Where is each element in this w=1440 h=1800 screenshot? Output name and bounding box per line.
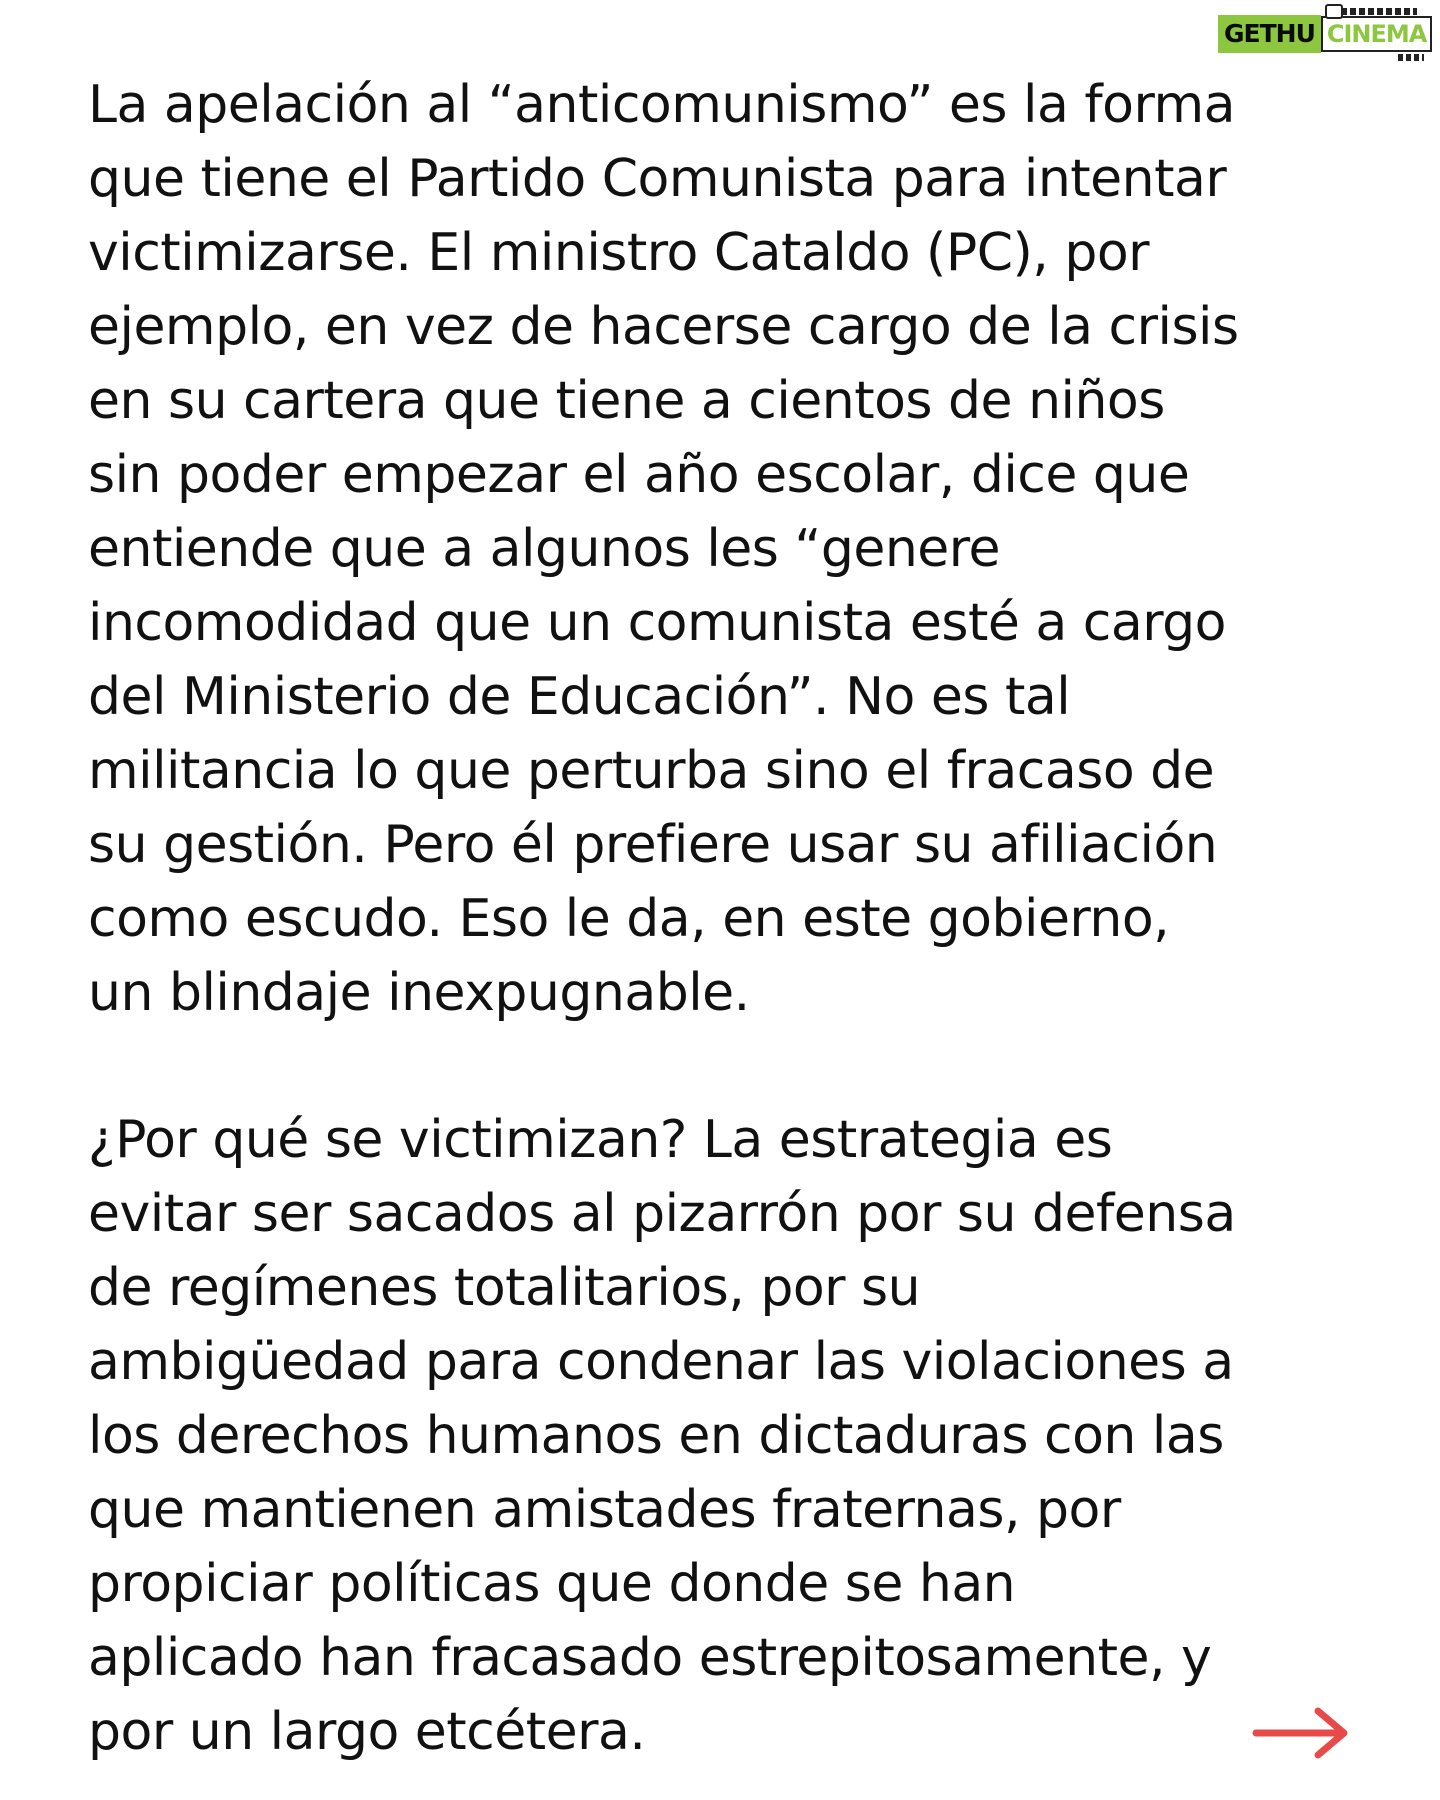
text-line: ¿Por qué se victimizan? La estrategia es bbox=[88, 1110, 1113, 1170]
text-line: La apelación al “anticomunismo” es la forma bbox=[88, 75, 1235, 135]
paragraph-2 bbox=[88, 1103, 1388, 1769]
text-line: propiciar políticas que donde se han bbox=[88, 1554, 1016, 1614]
text-line: en su cartera que tiene a cientos de niños bbox=[88, 371, 1165, 431]
text-line: de regímenes totalitarios, por su bbox=[88, 1258, 921, 1318]
text-line: militancia lo que perturba sino el fracaso de bbox=[88, 741, 1215, 801]
text-line: como escudo. Eso le da, en este gobierno, bbox=[88, 889, 1170, 949]
text-line: ambigüedad para condenar las violaciones a bbox=[88, 1332, 1234, 1392]
text-line: entiende que a algunos les “genere bbox=[88, 519, 1000, 579]
text-line: los derechos humanos en dictaduras con las bbox=[88, 1406, 1224, 1466]
paragraph-1 bbox=[88, 68, 1388, 1030]
text-line: incomodidad que un comunista esté a cargo bbox=[88, 593, 1226, 653]
text-line: ejemplo, en vez de hacerse cargo de la crisis bbox=[88, 297, 1239, 357]
watermark-text-gethu: GETHU bbox=[1218, 15, 1321, 53]
film-strip-icon bbox=[1341, 8, 1417, 15]
text-line: su gestión. Pero él prefiere usar su afiliación bbox=[88, 815, 1218, 875]
text-line: sin poder empezar el año escolar, dice que bbox=[88, 445, 1190, 505]
text-line: que tiene el Partido Comunista para intentar bbox=[88, 149, 1227, 209]
watermark-cinema-label: CINEMA bbox=[1326, 20, 1427, 48]
text-line: un blindaje inexpugnable. bbox=[88, 963, 750, 1023]
text-line: victimizarse. El ministro Cataldo (PC), por bbox=[88, 223, 1150, 283]
text-line: que mantienen amistades fraternas, por bbox=[88, 1480, 1121, 1540]
text-line: del Ministerio de Educación”. No es tal bbox=[88, 667, 1071, 727]
watermark-text-cinema bbox=[1321, 16, 1432, 52]
text-line: por un largo etcétera. bbox=[88, 1702, 646, 1762]
text-line: aplicado han fracasado estrepitosamente, y bbox=[88, 1628, 1212, 1688]
arrow-right-icon[interactable] bbox=[1252, 1705, 1352, 1761]
watermark-logo bbox=[1218, 8, 1432, 52]
film-strip-bottom-icon bbox=[1398, 54, 1424, 61]
text-line: evitar ser sacados al pizarrón por su defensa bbox=[88, 1184, 1236, 1244]
